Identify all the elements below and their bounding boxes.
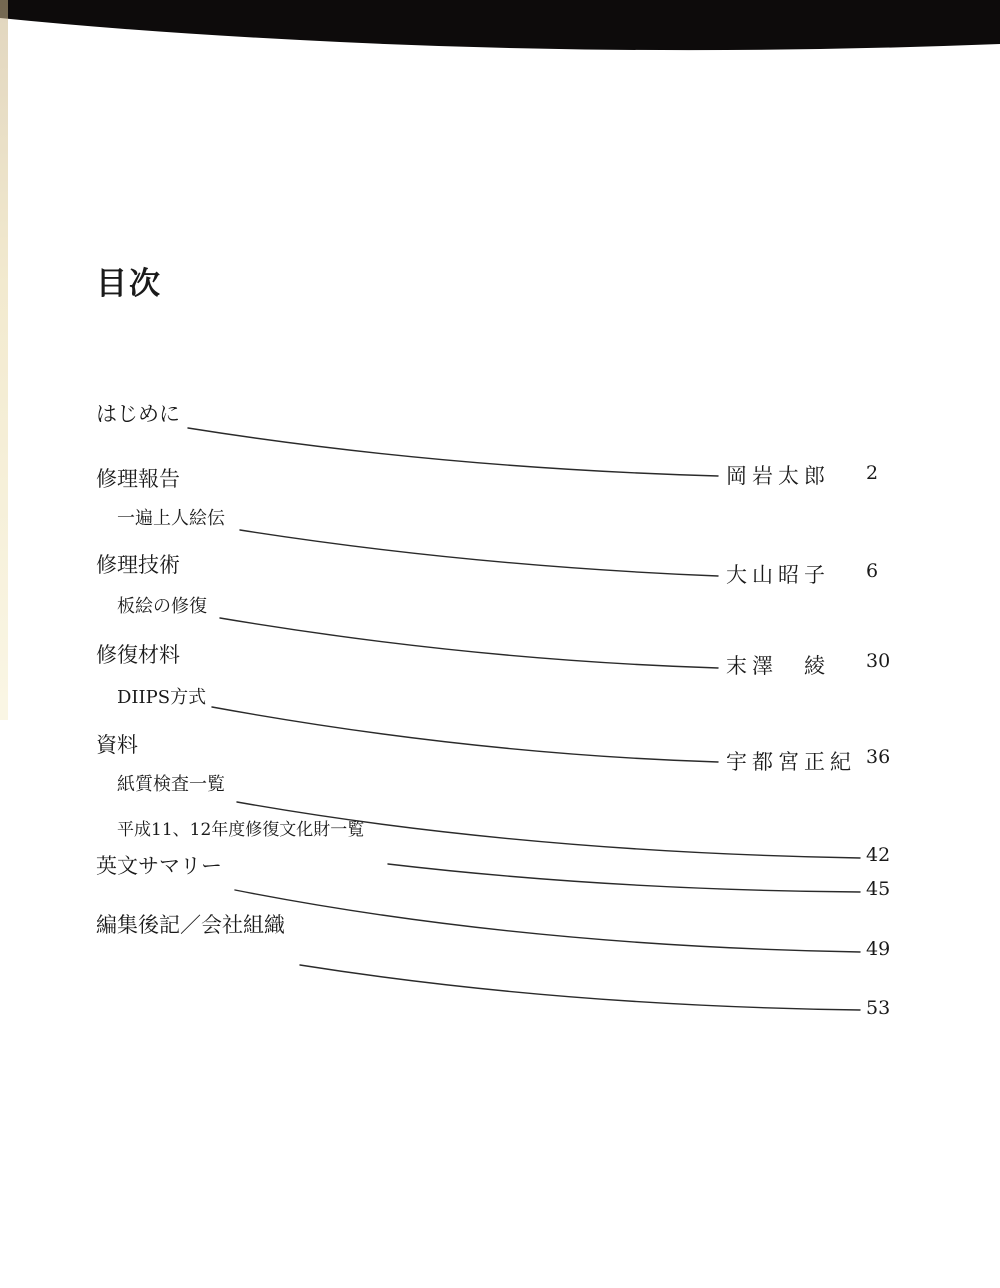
toc-english-summary-page: 49: [866, 938, 891, 960]
leader-line-repair-materials: [212, 707, 718, 762]
page-title: 目次: [96, 266, 162, 302]
toc-repair-report-label[interactable]: 修理報告: [96, 467, 180, 491]
toc-intro-label[interactable]: はじめに: [96, 402, 180, 426]
toc-paper-inspection-page: 42: [866, 844, 891, 866]
toc-materials-label[interactable]: 資料: [96, 733, 138, 757]
toc-paper-inspection-label[interactable]: 紙質検査一覧: [117, 774, 225, 795]
toc-restoration-list-label[interactable]: 平成11、12年度修復文化財一覧: [117, 820, 365, 840]
toc-repair-report-author: 大山昭子: [726, 563, 830, 587]
leader-line-english-summary: [235, 890, 860, 952]
toc-intro-page: 2: [866, 462, 879, 484]
leader-line-restoration-list: [388, 864, 860, 892]
toc-repair-materials-author: 宇都宮正紀: [726, 750, 856, 774]
toc-repair-materials-label[interactable]: 修復材料: [96, 643, 180, 667]
toc-english-summary-label[interactable]: 英文サマリー: [96, 854, 222, 878]
leader-line-repair-technique: [220, 618, 718, 668]
toc-repair-technique-label[interactable]: 修理技術: [96, 553, 180, 577]
toc-intro-author: 岡岩太郎: [726, 464, 830, 488]
toc-repair-technique-sub[interactable]: 板絵の修復: [117, 596, 207, 617]
leader-line-afterword: [300, 965, 860, 1010]
toc-afterword-page: 53: [866, 997, 891, 1019]
toc-repair-materials-page: 36: [866, 746, 891, 768]
toc-afterword-label[interactable]: 編集後記／会社組織: [96, 913, 285, 937]
toc-repair-report-page: 6: [866, 560, 879, 582]
leader-line-repair-report: [240, 530, 718, 576]
toc-repair-report-sub[interactable]: 一遍上人絵伝: [117, 508, 225, 529]
toc-repair-technique-page: 30: [866, 650, 891, 672]
toc-repair-technique-author: 末澤 綾: [726, 654, 830, 678]
toc-repair-materials-sub[interactable]: DIIPS方式: [117, 687, 207, 708]
toc-restoration-list-page: 45: [866, 878, 891, 900]
leader-line-intro: [188, 428, 718, 476]
